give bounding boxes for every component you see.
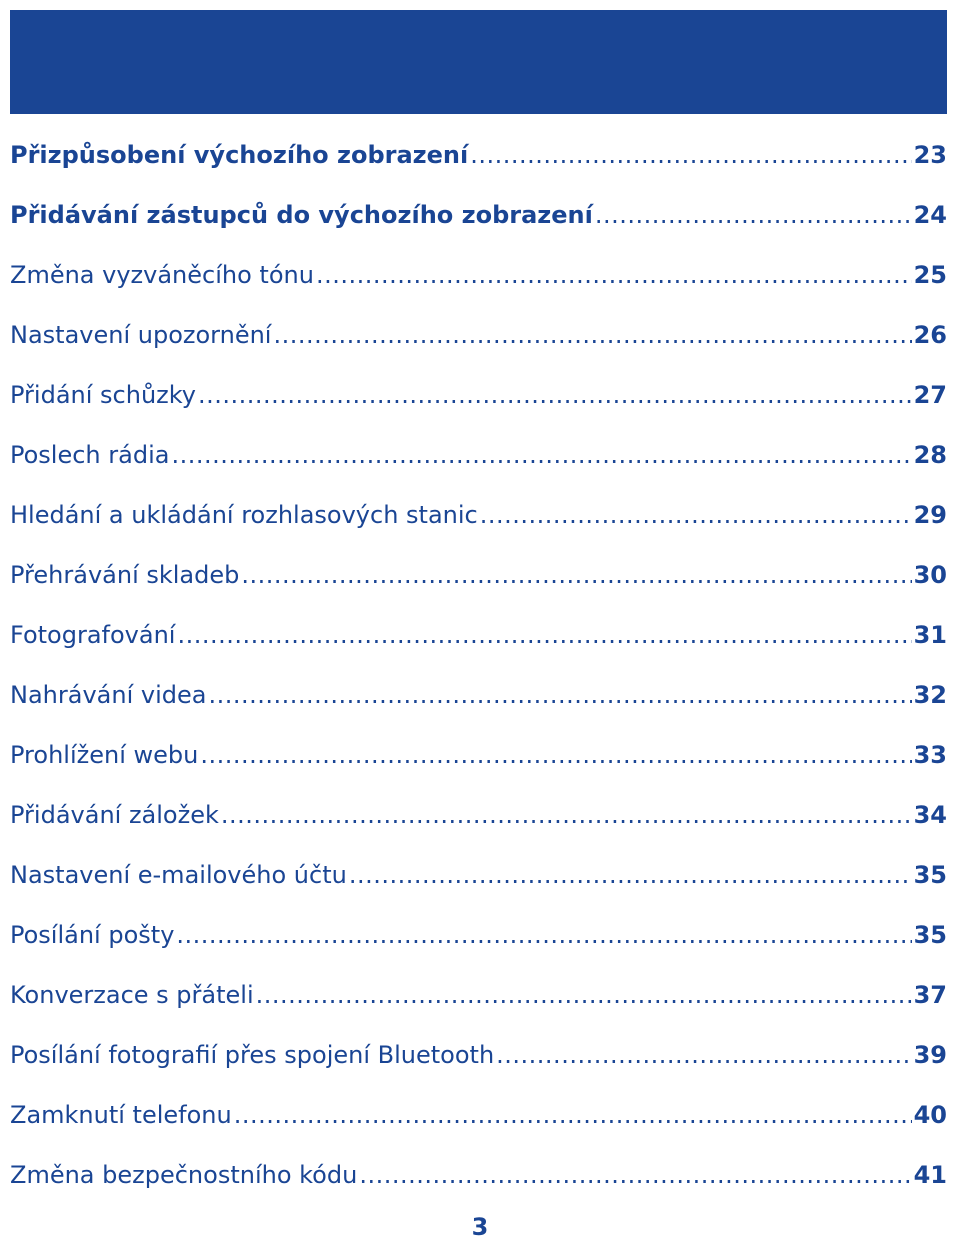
toc-entry[interactable]	[10, 965, 947, 1025]
toc-entry[interactable]	[10, 1085, 947, 1145]
toc-entry-title: Změna vyzváněcího tónu	[10, 261, 314, 289]
toc-entry-page: 24	[913, 201, 947, 229]
toc-entry[interactable]	[10, 425, 947, 485]
toc-entry-leader	[273, 321, 911, 349]
toc-entry[interactable]	[10, 545, 947, 605]
toc-entry-title: Nastavení upozornění	[10, 321, 272, 349]
toc-entry-leader	[241, 561, 911, 589]
toc-entry-leader	[177, 621, 911, 649]
toc-entry[interactable]	[10, 725, 947, 785]
toc-entry-leader	[349, 861, 912, 889]
toc-entry-title: Posílání pošty	[10, 921, 175, 949]
toc-entry-title: Hledání a ukládání rozhlasových stanic	[10, 501, 478, 529]
toc-entry-title: Přidávání zástupců do výchozího zobrazení	[10, 201, 593, 229]
toc-entry-leader	[496, 1041, 911, 1069]
toc-entry-title: Fotografování	[10, 621, 176, 649]
toc-entry-leader	[480, 501, 912, 529]
toc-entry-title: Konverzace s přáteli	[10, 981, 254, 1009]
toc-entry-leader	[221, 801, 912, 829]
toc-entry[interactable]	[10, 845, 947, 905]
toc-entry-title: Přidání schůzky	[10, 381, 196, 409]
toc-entry-title: Přehrávání skladeb	[10, 561, 240, 589]
toc-entry-page: 35	[913, 861, 947, 889]
toc-entry-page: 35	[913, 921, 947, 949]
toc-entry-leader	[359, 1161, 911, 1189]
toc-entry[interactable]	[10, 605, 947, 665]
toc-entry-leader	[198, 381, 912, 409]
toc-entry-page: 30	[913, 561, 947, 589]
toc-entry-title: Prohlížení webu	[10, 741, 199, 769]
toc-entry[interactable]	[10, 905, 947, 965]
toc-entry-title: Zamknutí telefonu	[10, 1101, 232, 1129]
toc-entry[interactable]	[10, 1145, 947, 1205]
toc-entry[interactable]	[10, 485, 947, 545]
toc-entry-page: 25	[913, 261, 947, 289]
toc-entry-title: Nastavení e-mailového účtu	[10, 861, 347, 889]
toc-entry-leader	[316, 261, 912, 289]
toc-entry-page: 27	[913, 381, 947, 409]
toc-entry-page: 37	[913, 981, 947, 1009]
toc-entry[interactable]	[10, 785, 947, 845]
toc-entry[interactable]	[10, 665, 947, 725]
toc-entry-leader	[176, 921, 911, 949]
toc-entry[interactable]	[10, 1025, 947, 1085]
toc-entry-page: 32	[913, 681, 947, 709]
toc-entry-leader	[256, 981, 912, 1009]
toc-entry-leader	[171, 441, 911, 469]
toc-entry-title: Nahrávání videa	[10, 681, 207, 709]
toc-entry[interactable]	[10, 125, 947, 185]
toc-entry-leader	[208, 681, 911, 709]
toc-entry-title: Přidávání záložek	[10, 801, 219, 829]
toc-entry-page: 39	[913, 1041, 947, 1069]
page-number: 3	[471, 1213, 489, 1241]
toc-entry-page: 28	[913, 441, 947, 469]
toc-entry[interactable]	[10, 185, 947, 245]
toc-entry-title: Posílání fotografií přes spojení Bluetooth	[10, 1041, 495, 1069]
toc-entry-leader	[200, 741, 911, 769]
toc-entry-leader	[470, 141, 911, 169]
toc-entry-page: 26	[913, 321, 947, 349]
toc-entry-page: 33	[913, 741, 947, 769]
table-of-contents	[10, 125, 947, 1205]
toc-entry-title: Změna bezpečnostního kódu	[10, 1161, 358, 1189]
toc-entry-page: 29	[913, 501, 947, 529]
toc-entry-leader	[234, 1101, 912, 1129]
toc-entry-page: 41	[913, 1161, 947, 1189]
toc-entry-page: 34	[913, 801, 947, 829]
toc-entry[interactable]	[10, 245, 947, 305]
toc-entry-title: Přizpůsobení výchozího zobrazení	[10, 141, 469, 169]
toc-entry-page: 23	[913, 141, 947, 169]
toc-entry-page: 31	[913, 621, 947, 649]
header-band	[10, 10, 947, 114]
toc-entry[interactable]	[10, 365, 947, 425]
toc-entry-title: Poslech rádia	[10, 441, 170, 469]
toc-entry-page: 40	[913, 1101, 947, 1129]
toc-entry-leader	[595, 201, 912, 229]
toc-entry[interactable]	[10, 305, 947, 365]
